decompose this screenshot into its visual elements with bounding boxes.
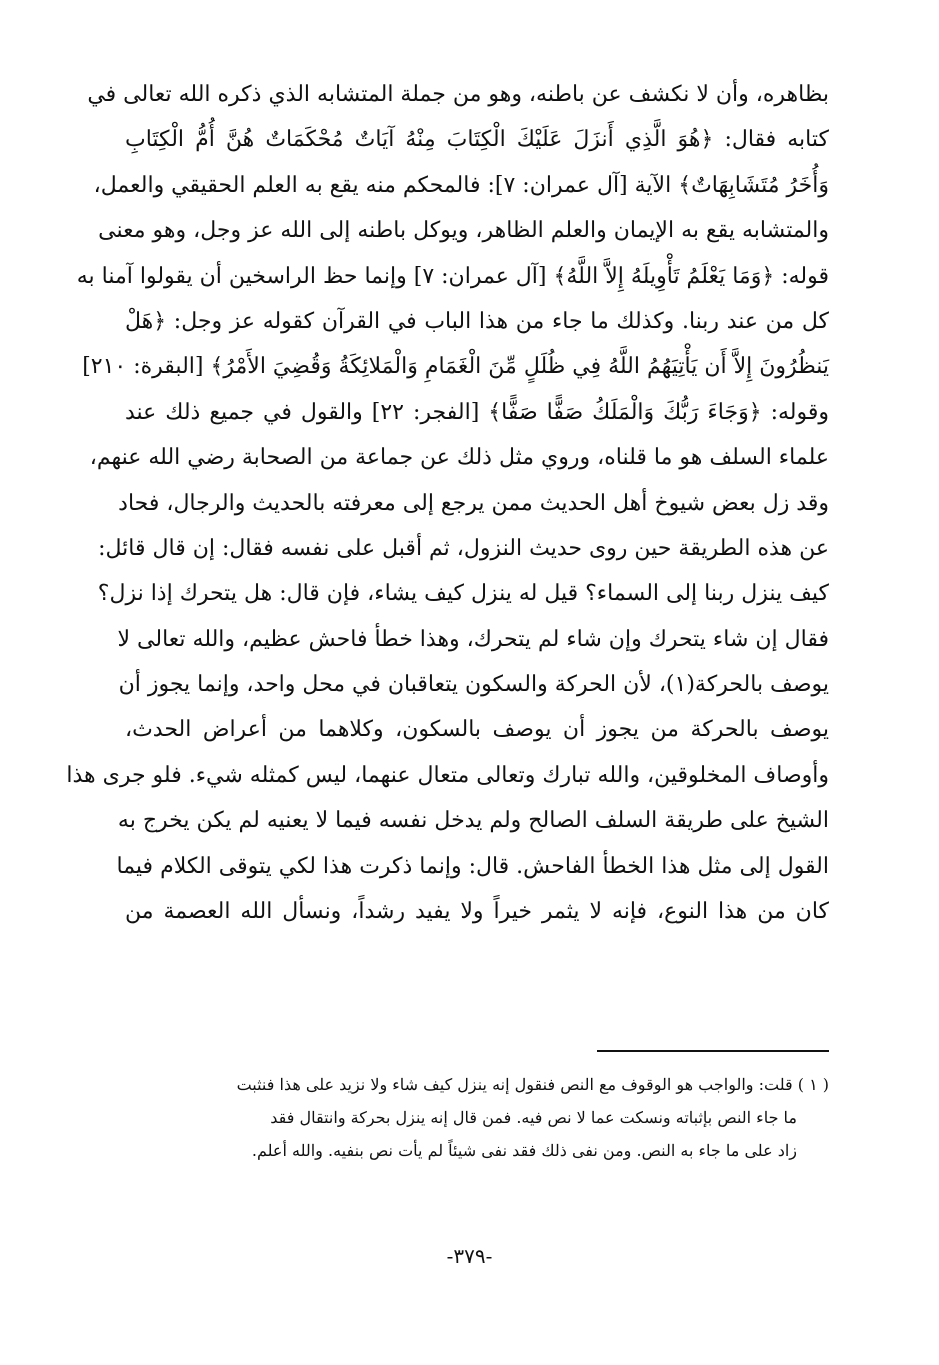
text-line-17: الشيخ على طريقة السلف الصالح ولم يدخل نفسه فيما لا يعنيه لم يكن يخرج به [117,808,829,834]
page-number: -٣٧٩- [446,1244,493,1268]
text-line-14: يوصف بالحركة(١)، لأن الحركة والسكون يتعاقبان في محل واحد، وإنما يجوز أن [118,672,829,698]
text-line-18: القول إلى مثل هذا الخطأ الفاحش. قال: وإنما ذكرت هذا لكي يتوقى الكلام فيما [116,853,829,879]
text-line-6: كل من عند ربنا. وكذلك ما جاء من هذا الباب في القرآن كقوله عز وجل: ﴿هَلْ [125,308,829,334]
text-line-19: كان من هذا النوع، فإنه لا يثمر خيراً ولا يفيد رشداً، ونسأل الله العصمة من [125,899,829,925]
text-line-3: وَأُخَرُ مُتَشَابِهَاتٌ﴾ الآية [آل عمران: ٧]: فالمحكم منه يقع به العلم الحقيقي والعمل، [93,172,829,198]
text-line-16: وأوصاف المخلوقين، والله تبارك وتعالى متعال عنهما، ليس كمثله شيء. فلو جرى هذا [66,762,829,788]
text-line-10: وقد زل بعض شيوخ أهل الحديث ممن يرجع إلى معرفته بالحديث والرجال، فحاد [118,490,829,516]
text-line-11: عن هذه الطريقة حين روى حديث النزول، ثم أقبل على نفسه فقال: إن قال قائل: [98,535,829,561]
text-line-8: وقوله: ﴿وَجَاءَ رَبُّكَ وَالْمَلَكُ صَفًّا صَفًّا﴾ [الفجر: ٢٢] والقول في جميع ذلك عند [125,399,830,425]
footnote-line-3: زاد على ما جاء به النص. ومن نفى ذلك فقد نفى شيئاً لم يأت نص بنفيه. والله أعلم. [251,1141,797,1160]
text-line-1: بظاهره، وأن لا نكشف عن باطنه، وهو من جملة المتشابه الذي ذكره الله تعالى في [87,82,829,107]
footnote-line-1: ( ١ ) قلت: والواجب هو الوقوف مع النص فنقول إنه ينزل كيف شاء ولا نزيد على هذا فنثبت [236,1075,829,1094]
text-line-4: والمتشابه يقع به الإيمان والعلم الظاهر، ويوكل باطنه إلى الله عز وجل، وهو معنى [98,218,829,244]
footnotes-block [125,1068,829,1167]
text-line-2: كتابه فقال: ﴿هُوَ الَّذِي أَنزَلَ عَلَيْكَ الْكِتَابَ مِنْهُ آيَاتٌ مُحْكَمَاتٌ هُنَّ أُمُّ الْكِتَابِ [125,127,829,153]
text-line-5: قوله: ﴿وَمَا يَعْلَمُ تَأْوِيلَهُ إِلاَّ اللَّهُ﴾ [آل عمران: ٧] وإنما حظ الراسخين أن يقولوا آمنا به [76,263,829,289]
footnote-separator [597,1050,829,1052]
text-line-15: يوصف بالحركة من يجوز أن يوصف بالسكون، وكلاهما من أعراض الحدث، [125,717,829,743]
text-line-7: يَنظُرُونَ إِلاَّ أَن يَأْتِيَهُمُ اللَّهُ فِي ظُلَلٍ مِّنَ الْغَمَامِ وَالْمَلائِكَةُ وَقُضِيَ الأَمْرُ﴾ [البقرة: ٢١٠] [82,354,829,380]
text-line-9: علماء السلف هو ما قلناه، وروي مثل ذلك عن جماعة من الصحابة رضي الله عنهم، [89,445,829,471]
text-line-13: فقال إن شاء يتحرك وإن شاء لم يتحرك، وهذا خطأ فاحش عظيم، والله تعالى لا [117,626,829,652]
footnote-line-2: ما جاء النص بإثباته ونسكت عما لا نص فيه. فمن قال إنه ينزل بحركة وانتقال فقد [270,1108,797,1127]
text-line-12: كيف ينزل ربنا إلى السماء؟ قيل له ينزل كيف يشاء، فإن قال: هل يتحرك إذا نزل؟ [97,581,829,607]
main-text-block [66,72,830,934]
